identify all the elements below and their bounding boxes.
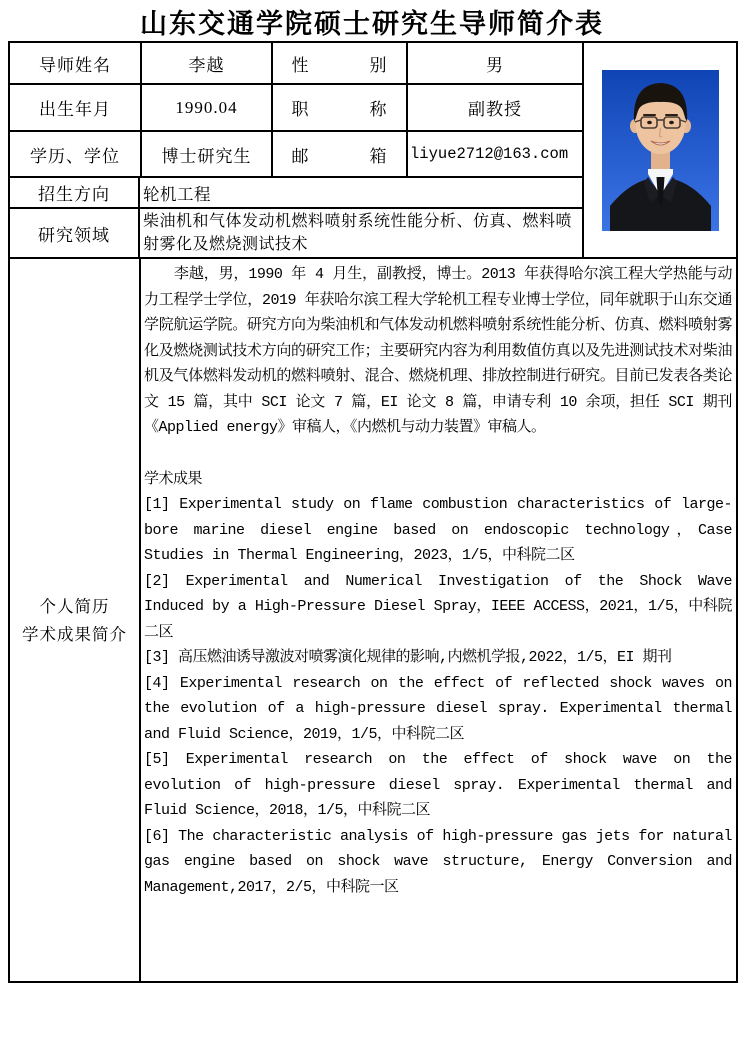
table-row <box>10 43 582 85</box>
title-value: 副教授 <box>468 100 522 120</box>
table-row <box>10 209 582 257</box>
profile-row <box>10 259 736 983</box>
advisor-name-value: 李越 <box>142 43 273 83</box>
profile-content <box>141 259 736 983</box>
title-label <box>273 85 408 129</box>
title-label-text: 职 称 <box>291 100 388 120</box>
email-value: liyue2712@163.com <box>410 145 569 164</box>
biography-paragraph: 李越，男，1990 年 4 月生，副教授，博士。2013 年获得哈尔滨工程大学热能与动力工程学士学位，2019 年获哈尔滨工程大学轮机工程专业博士学位，同年就职于山东交通学院航运学院。研究方向为柴油机和气体发动机燃料喷射系统性能分析、仿真、燃料喷射雾化及燃烧测试技术方向的研究工作；主要研究内容为利用数值仿真以及先进测试技术对柴油机及气体燃料发动机的燃料喷射、混合、燃烧机理、排放控制进行研究。目前已发表各类论文 15 篇，其中 SCI 论文 7 篇，EI 论文 8 篇，申请专利 10 余项，担任 SCI 期刊《Applied energy》审稿人，《内燃机与动力装置》审稿人。 <box>144 266 732 436</box>
advisor-info-table <box>8 41 738 983</box>
research-field-value: 柴油机和气体发动机燃料喷射系统性能分析、仿真、燃料喷射雾化及燃烧测试技术 <box>143 213 573 253</box>
profile-label-line2: 学术成果简介 <box>22 625 127 644</box>
table-row <box>10 132 582 178</box>
profile-section-label <box>10 259 141 983</box>
table-upper-section <box>10 43 736 259</box>
publication-item: [1] Experimental study on flame combustion characteristics of large-bore marine diesel engine based on endoscopic technology，Case Studies in Thermal Engineering，2023，1/5，中科院二区 <box>144 496 732 564</box>
profile-label-line1: 个人简历 <box>39 597 110 616</box>
birth-date-label: 出生年月 <box>10 85 142 129</box>
degree-value: 博士研究生 <box>142 132 273 176</box>
gender-label <box>273 43 408 83</box>
table-upper-left <box>10 43 582 257</box>
achievements-heading: 学术成果 <box>144 470 203 488</box>
table-row <box>10 178 582 209</box>
publication-item: [4] Experimental research on the effect of reflected shock waves on the evolution of a high-pressure diesel spray. Experimental thermal and Fluid Science，2019，1/5，中科院二区 <box>144 674 732 743</box>
page-title: 山东交通学院硕士研究生导师简介表 <box>140 9 604 39</box>
advisor-name-label: 导师姓名 <box>10 43 142 83</box>
advisor-photo <box>602 70 719 231</box>
photo-cell <box>582 43 736 257</box>
publication-item: [6] The characteristic analysis of high-pressure gas jets for natural gas engine based on shock wave structure, Energy Conversion and Management,2017，2/5，中科院一区 <box>144 827 732 896</box>
degree-label: 学历、学位 <box>10 132 142 176</box>
birth-date-value: 1990.04 <box>142 85 273 129</box>
email-label-text: 邮 箱 <box>291 146 388 166</box>
gender-value: 男 <box>486 55 504 75</box>
enrollment-direction-value: 轮机工程 <box>143 184 211 204</box>
enrollment-direction-label: 招生方向 <box>10 178 140 207</box>
email-label <box>273 132 408 176</box>
table-row <box>10 85 582 131</box>
research-field-label: 研究领域 <box>10 209 140 257</box>
publication-item: [3] 高压燃油诱导激波对喷雾演化规律的影响,内燃机学报,2022，1/5，EI 期刊 <box>144 649 672 666</box>
publication-item: [5] Experimental research on the effect of shock wave on the evolution of high-pressure diesel spray. Experimental thermal and Fluid Science，2018，1/5，中科院二区 <box>144 751 732 819</box>
gender-label-text: 性 别 <box>291 55 388 75</box>
publication-item: [2] Experimental and Numerical Investigation of the Shock Wave Induced by a High-Pressure Diesel Spray，IEEE ACCESS，2021，1/5，中科院二区 <box>144 572 732 641</box>
